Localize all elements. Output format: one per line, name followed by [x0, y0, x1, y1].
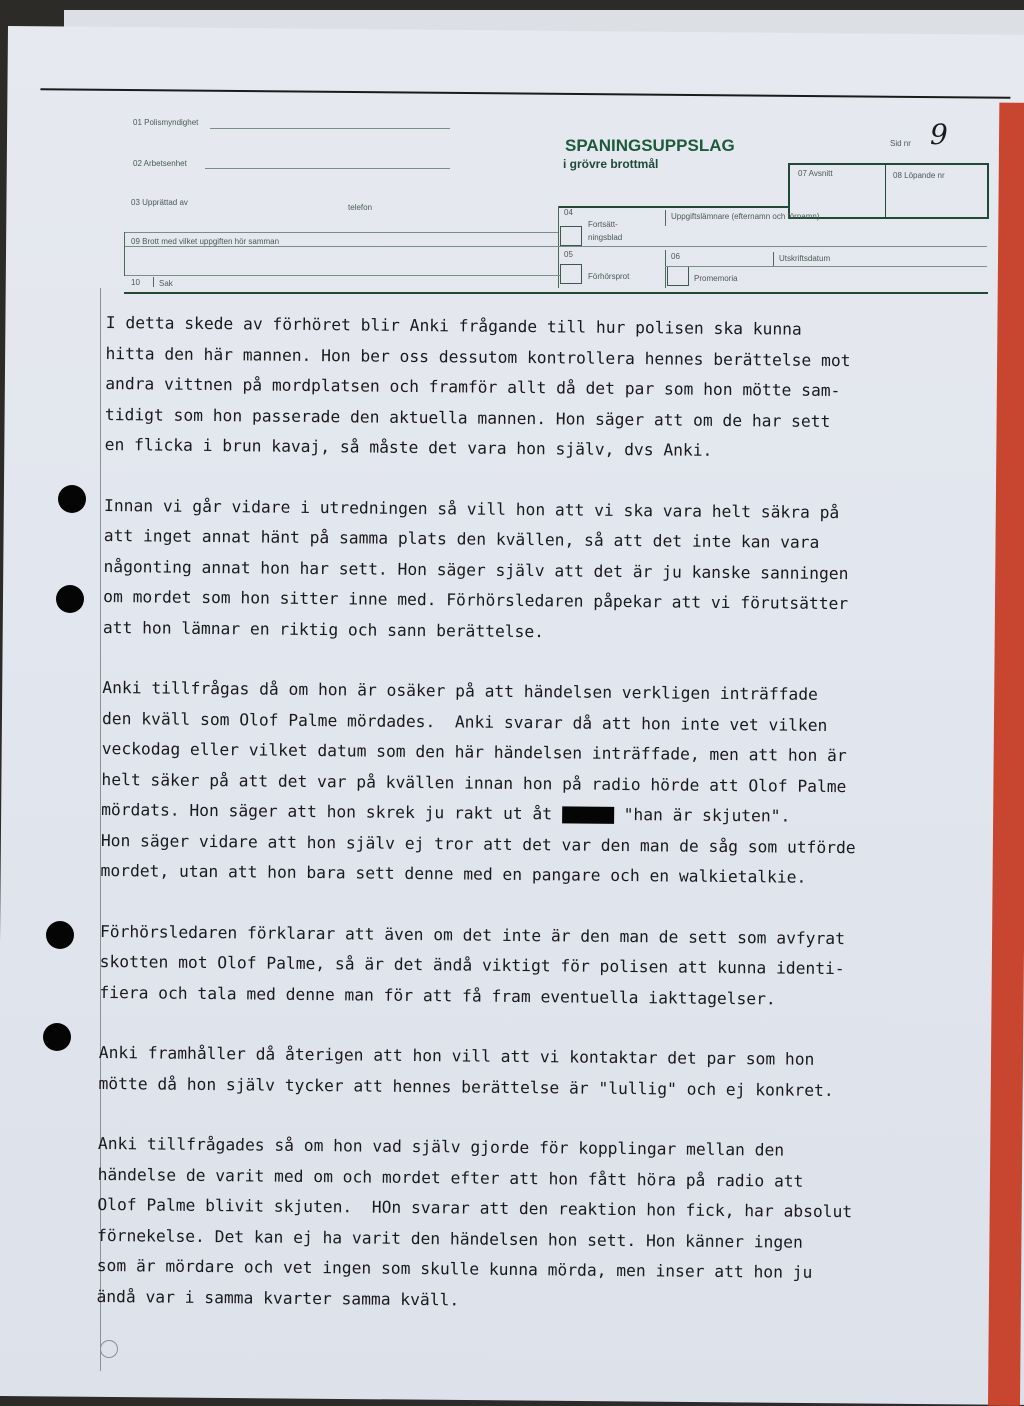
form-subtitle: i grövre brottmål	[563, 157, 659, 171]
text-line: Förhörsledaren förklarar att även om det inte är den man de sett som avfyrat	[99, 921, 846, 948]
paragraph	[105, 308, 906, 468]
text-line: någonting annat hon har sett. Hon säger själv att det är ju kanske sanningen	[103, 556, 849, 583]
paragraph	[99, 916, 900, 1015]
form-vertical-rule	[665, 210, 666, 226]
redaction-block	[562, 806, 614, 823]
box-divider	[885, 165, 886, 217]
promemoria-checkbox[interactable]	[667, 266, 689, 286]
text-line: den kväll som Olof Palme mördades. Anki svarar då att hon inte vet vilken	[101, 708, 828, 735]
text-line: fiera och tala med denne man för att få fram eventuella iakttagelser.	[99, 982, 776, 1008]
paragraph	[98, 1038, 899, 1107]
page-number: 9	[930, 118, 948, 151]
punch-hole	[58, 485, 86, 513]
field-polismyndighet-label: 01 Polismyndighet	[133, 118, 199, 127]
form-rule	[665, 266, 987, 267]
form-vertical-rule	[124, 232, 125, 276]
forhorsprot-checkbox[interactable]	[560, 264, 582, 284]
fortsattningsblad-label: Fortsätt- ningsblad	[588, 220, 623, 242]
text-line: förnekelse. Det kan ej ha varit den händelsen hon sett. Hon känner ingen	[97, 1225, 803, 1252]
text-line: veckodag eller vilket datum som den här händelsen inträffade, men att hon är	[101, 738, 847, 766]
text-line: tidigt som hon passerade den aktuella mannen. Hon säger att om de har sett	[104, 404, 831, 431]
text-line: om mordet som hon sitter inne med. Förhörsledaren påpekar att vi förutsätter	[103, 586, 849, 614]
paragraph	[96, 1129, 898, 1320]
text-segment: "han är skjuten".	[613, 804, 791, 826]
typed-statement	[96, 308, 906, 1350]
form-rule	[125, 246, 987, 247]
text-line: en flicka i brun kavaj, så måste det vara hon själv, dvs Anki.	[104, 434, 713, 460]
text-line: som är mördare och vet ingen som skulle kunna mörda, men inser att hon ju	[96, 1255, 813, 1282]
field-arbetsenhet-label: 02 Arbetsenhet	[133, 159, 187, 168]
text-line: Anki framhåller då återigen att hon vill att vi kontaktar det par som hon	[98, 1042, 815, 1069]
fortsattningsblad-checkbox[interactable]	[560, 226, 582, 246]
forhorsprot-num: 05	[564, 250, 573, 259]
text-line: hitta den här mannen. Hon ber oss dessutom kontrollera hennes berättelse mot	[105, 343, 851, 370]
text-segment: mördats. Hon säger att hon skrek ju rakt ut åt	[101, 799, 553, 824]
punch-hole	[46, 921, 74, 949]
field-line	[205, 168, 450, 169]
field-telefon-label: telefon	[348, 203, 373, 212]
paragraph	[100, 673, 902, 894]
text-line: ändå var i samma kvarter samma kväll.	[96, 1286, 460, 1309]
utskriftsdatum-label: Utskriftsdatum	[779, 254, 831, 263]
form-vertical-rule	[665, 250, 666, 288]
fortsattningsblad-num: 04	[564, 208, 573, 217]
text-line: att hon lämnar en riktig och sann berättelse.	[102, 617, 545, 641]
promemoria-label: Promemoria	[694, 274, 738, 283]
binder-ring-mark	[100, 1340, 118, 1358]
text-line: mötte då hon själv tycker att hennes berättelse är "lullig" och ej konkret.	[98, 1073, 834, 1100]
punch-hole	[56, 585, 84, 613]
text-line: andra vittnen på mordplatsen och framför allt då det par som hon mötte sam-	[105, 373, 841, 401]
avsnitt-lopande-box	[788, 163, 989, 219]
sak-label: Sak	[159, 279, 173, 288]
sid-nr-label: Sid nr	[890, 139, 911, 148]
text-line: Anki tillfrågas då om hon är osäker på att händelsen verkligen inträffade	[102, 677, 818, 704]
text-line: Hon säger vidare att hon själv ej tror att det var den man de såg som utförde	[100, 830, 856, 857]
field-line	[210, 128, 450, 129]
promemoria-num: 06	[671, 252, 680, 261]
text-line: I detta skede av förhöret blir Anki frågande till hur polisen ska kunna	[105, 312, 802, 339]
sak-num: 10	[131, 278, 140, 287]
text-line: händelse de varit med om och mordet efter att hon fått höra på radio att	[97, 1164, 804, 1191]
text-line: skotten mot Olof Palme, så är det ändå viktigt för polisen att kunna identi-	[99, 951, 845, 979]
top-border-line	[40, 88, 1010, 98]
form-bottom-rule	[124, 292, 988, 294]
forhorsprot-label: Förhörsprot	[588, 272, 630, 281]
form-title: SPANINGSUPPSLAG	[565, 136, 735, 155]
uppgiftslamnare-label: Uppgiftslämnare (efternamn och förnamn)	[671, 212, 820, 221]
field-upprattad-label: 03 Upprättad av	[131, 198, 188, 207]
text-line: att inget annat hänt på samma plats den kvällen, så att det inte kan vara	[103, 525, 820, 552]
form-vertical-rule	[773, 252, 774, 266]
lopande-nr-label: 08 Löpande nr	[893, 171, 945, 180]
form-vertical-rule	[153, 277, 154, 287]
text-line: mordet, utan att hon bara sett denne med en pangare och en walkietalkie.	[100, 860, 807, 887]
text-line: Anki tillfrågades så om hon vad själv gjorde för kopplingar mellan den	[97, 1133, 785, 1160]
red-edge-stripe	[988, 103, 1024, 1406]
punch-hole	[43, 1023, 71, 1051]
field-line	[125, 232, 558, 233]
form-rule	[558, 206, 788, 208]
paragraph	[103, 490, 904, 650]
text-line: Olof Palme blivit skjuten. HOn svarar att den reaktion hon fick, har absolut	[97, 1194, 853, 1222]
text-line: helt säker på att det var på kvällen innan hon på radio hörde att Olof Palme	[101, 769, 847, 796]
form-rule	[125, 275, 560, 276]
text-line: Innan vi går vidare i utredningen så vill hon att vi ska vara helt säkra på	[104, 495, 840, 522]
avsnitt-label: 07 Avsnitt	[798, 169, 833, 178]
brott-label: 09 Brott med vilket uppgiften hör samman	[131, 237, 280, 246]
